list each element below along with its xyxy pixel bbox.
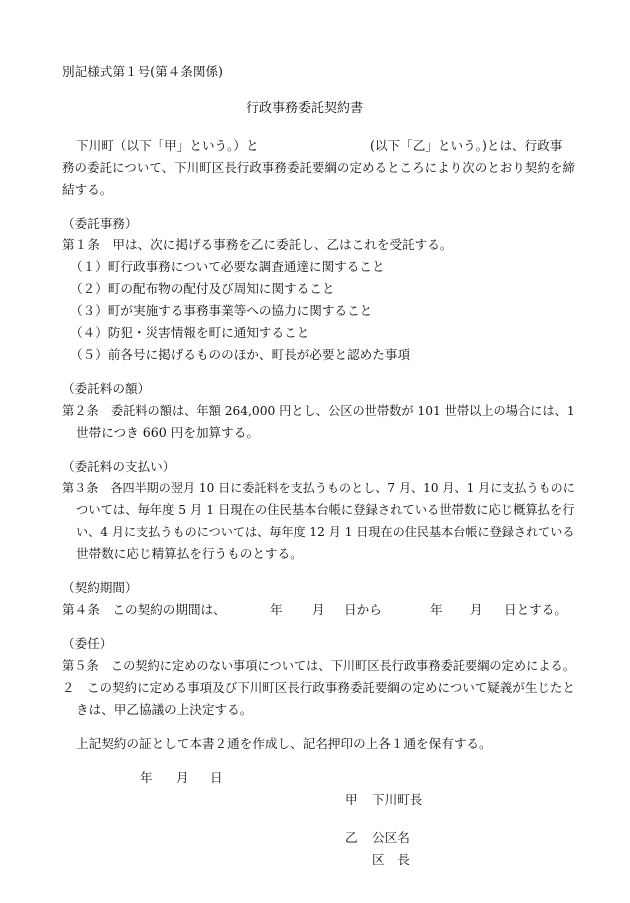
party-b-title: 区 長 [372, 852, 410, 867]
article-1-item-4: （４）防犯・災害情報を町に通知すること [70, 325, 310, 340]
article-2-line-1: 第２条 委託料の額は、年額 264,000 円とし、公区の世帯数が 101 世帯以上の場合には、1 [62, 404, 575, 418]
article-4-day-to: 日とする。 [504, 602, 567, 617]
article-3-line-1: 第３条 各四半期の翌月 10 日に委託料を支払うものとし、7 月、10 月、1 月に支払うものに [62, 481, 575, 495]
closing-statement: 上記契約の証として本書２通を作成し、記名押印の上各１通を保有する。 [76, 736, 492, 751]
intro-line-1b: (以下「乙」という。)とは、行政事 [370, 138, 563, 153]
article-3-heading: （委託料の支払い） [62, 459, 176, 474]
article-4-month-start: 月 [312, 602, 325, 617]
party-b-mark: 乙 [345, 830, 358, 845]
article-2-line-2: 世帯につき 660 円を加算する。 [76, 425, 259, 440]
article-1-item-2: （２）町の配布物の配付及び周知に関すること [70, 281, 335, 296]
date-day: 日 [210, 770, 223, 785]
article-4-year-end: 年 [430, 602, 443, 617]
intro-line-1a: 下川町（以下「甲」という。）と [76, 138, 259, 153]
article-4-month-end: 月 [470, 602, 483, 617]
article-3-line-2: ついては、毎年度 5 月 1 日現在の住民基本台帳に登録されている世帯数に応じ概算払を行 [76, 503, 575, 517]
party-b-district-label: 公区名 [372, 830, 410, 845]
date-month: 月 [176, 770, 189, 785]
article-1-item-5: （５）前各号に掲げるもののほか、町長が必要と認めた事項 [70, 347, 411, 362]
party-a-name: 下川町長 [372, 792, 423, 807]
document-title: 行政事務委託契約書 [246, 101, 364, 116]
article-1-item-1: （１）町行政事務について必要な調査通達に関すること [70, 259, 385, 274]
article-5-para-2-line-1: ２ この契約に定める事項及び下川町区長行政事務委託要綱の定めについて疑義が生じたと [62, 680, 575, 695]
form-reference: 別記様式第１号(第４条関係) [62, 64, 223, 79]
article-2-heading: （委託料の額） [62, 381, 151, 396]
article-5-line-1: 第５条 この契約に定めのない事項については、下川町区長行政事務委託要綱の定めによる。 [62, 659, 575, 673]
article-1-item-3: （３）町が実施する事務事業等への協力に関すること [70, 303, 373, 318]
article-4-heading: （契約期間） [62, 580, 138, 595]
article-4-year-start: 年 [270, 602, 283, 617]
article-4-day-from: 日から [344, 602, 382, 617]
article-4-prefix: 第４条 この契約の期間は、 [62, 602, 226, 617]
intro-line-3: 結する。 [62, 182, 113, 197]
article-3-line-3: い、4 月に支払うものについては、毎年度 12 月 1 日現在の住民基本台帳に登録されている [76, 525, 575, 539]
article-5-heading: （委任） [62, 636, 113, 651]
party-a-mark: 甲 [345, 792, 358, 807]
article-3-line-4: 世帯数に応じ精算払を行うものとする。 [76, 546, 303, 561]
article-1-text: 第１条 甲は、次に掲げる事務を乙に委託し、乙はこれを受託する。 [62, 237, 453, 252]
article-5-para-2-line-2: きは、甲乙協議の上決定する。 [76, 702, 253, 717]
article-1-heading: （委託事務） [62, 216, 138, 231]
intro-line-2: 務の委託について、下川町区長行政事務委託要綱の定めるところにより次のとおり契約を締 [62, 161, 576, 175]
date-year: 年 [140, 770, 153, 785]
